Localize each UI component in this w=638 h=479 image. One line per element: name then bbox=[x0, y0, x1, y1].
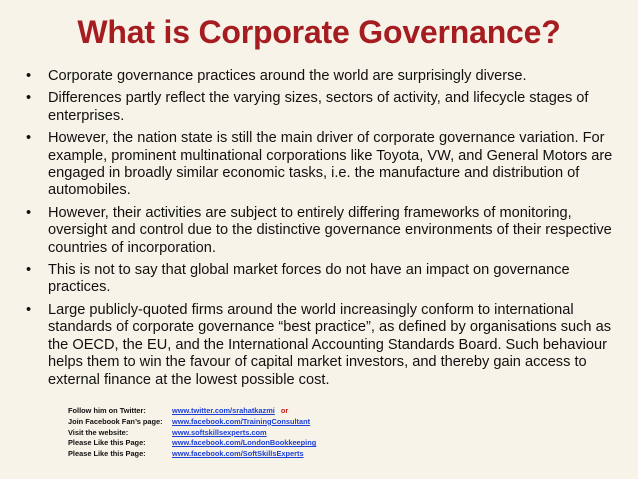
facebook-fan-link[interactable]: www.facebook.com/TrainingConsultant bbox=[172, 416, 311, 426]
footer-row-like-page-1 bbox=[68, 438, 528, 449]
footer-row-website bbox=[68, 428, 528, 439]
footer-row-like-page-2 bbox=[68, 449, 528, 460]
bullet-item bbox=[24, 262, 628, 297]
footer-row-facebook-fan bbox=[68, 417, 528, 428]
bullet-text: This is not to say that global market forces do not have an impact on governance practices. bbox=[48, 262, 570, 296]
bullet-item bbox=[24, 68, 628, 85]
bullet-dot-icon: • bbox=[26, 68, 32, 84]
footer-links bbox=[68, 406, 528, 460]
footer-or-text: or bbox=[280, 406, 289, 415]
bullet-item bbox=[24, 90, 628, 125]
bullet-item bbox=[24, 205, 628, 257]
bullet-dot-icon: • bbox=[26, 204, 32, 221]
footer-label: Follow him on Twitter: bbox=[68, 406, 146, 415]
footer-label: Visit the website: bbox=[68, 427, 129, 437]
website-link[interactable]: www.softskillsexperts.com bbox=[172, 427, 267, 437]
bullet-dot-icon: • bbox=[26, 130, 32, 147]
bullet-dot-icon: • bbox=[26, 262, 32, 279]
twitter-link[interactable]: www.twitter.com/srahatkazmi bbox=[172, 406, 275, 415]
bullet-dot-icon: • bbox=[26, 90, 32, 107]
bullet-text: Differences partly reflect the varying sizes, sectors of activity, and lifecycle stages of enterprises. bbox=[48, 90, 589, 124]
footer-row-twitter bbox=[68, 406, 528, 417]
bullet-dot-icon: • bbox=[26, 301, 32, 318]
slide-title: What is Corporate Governance? bbox=[77, 14, 561, 50]
bullet-item bbox=[24, 302, 628, 389]
bullet-text: However, their activities are subject to entirely differing frameworks of monitoring, oversight and control due to the distinctive governance environments of their respective countries of incorporation. bbox=[48, 204, 612, 256]
footer-label: Join Facebook Fan’s page: bbox=[68, 416, 163, 426]
bullet-text: Corporate governance practices around the world are surprisingly diverse. bbox=[48, 68, 527, 84]
bullet-list bbox=[24, 68, 628, 394]
bullet-item bbox=[24, 130, 628, 200]
softskills-page-link[interactable]: www.facebook.com/SoftSkillsExperts bbox=[172, 449, 304, 459]
bullet-text: Large publicly-quoted firms around the world increasingly conform to international standards of corporate governance “best practice”, as defined by organisations such as the OECD, the EU, and the International Accounting Standards Board. Such behaviour helps them to win the favour of capital market investors, and thereby gain access to external finance at the lowest possible cost. bbox=[48, 301, 611, 388]
bullet-text: However, the nation state is still the main driver of corporate governance variation. For example, prominent multinational corporations like Toyota, VW, and General Motors are engaged in broadly similar economic tasks, i.e. the manufacture and distribution of automobiles. bbox=[48, 130, 613, 199]
footer-label: Please Like this Page: bbox=[68, 449, 146, 459]
bookkeeping-page-link[interactable]: www.facebook.com/LondonBookkeeping bbox=[172, 438, 317, 448]
footer-label: Please Like this Page: bbox=[68, 438, 146, 448]
